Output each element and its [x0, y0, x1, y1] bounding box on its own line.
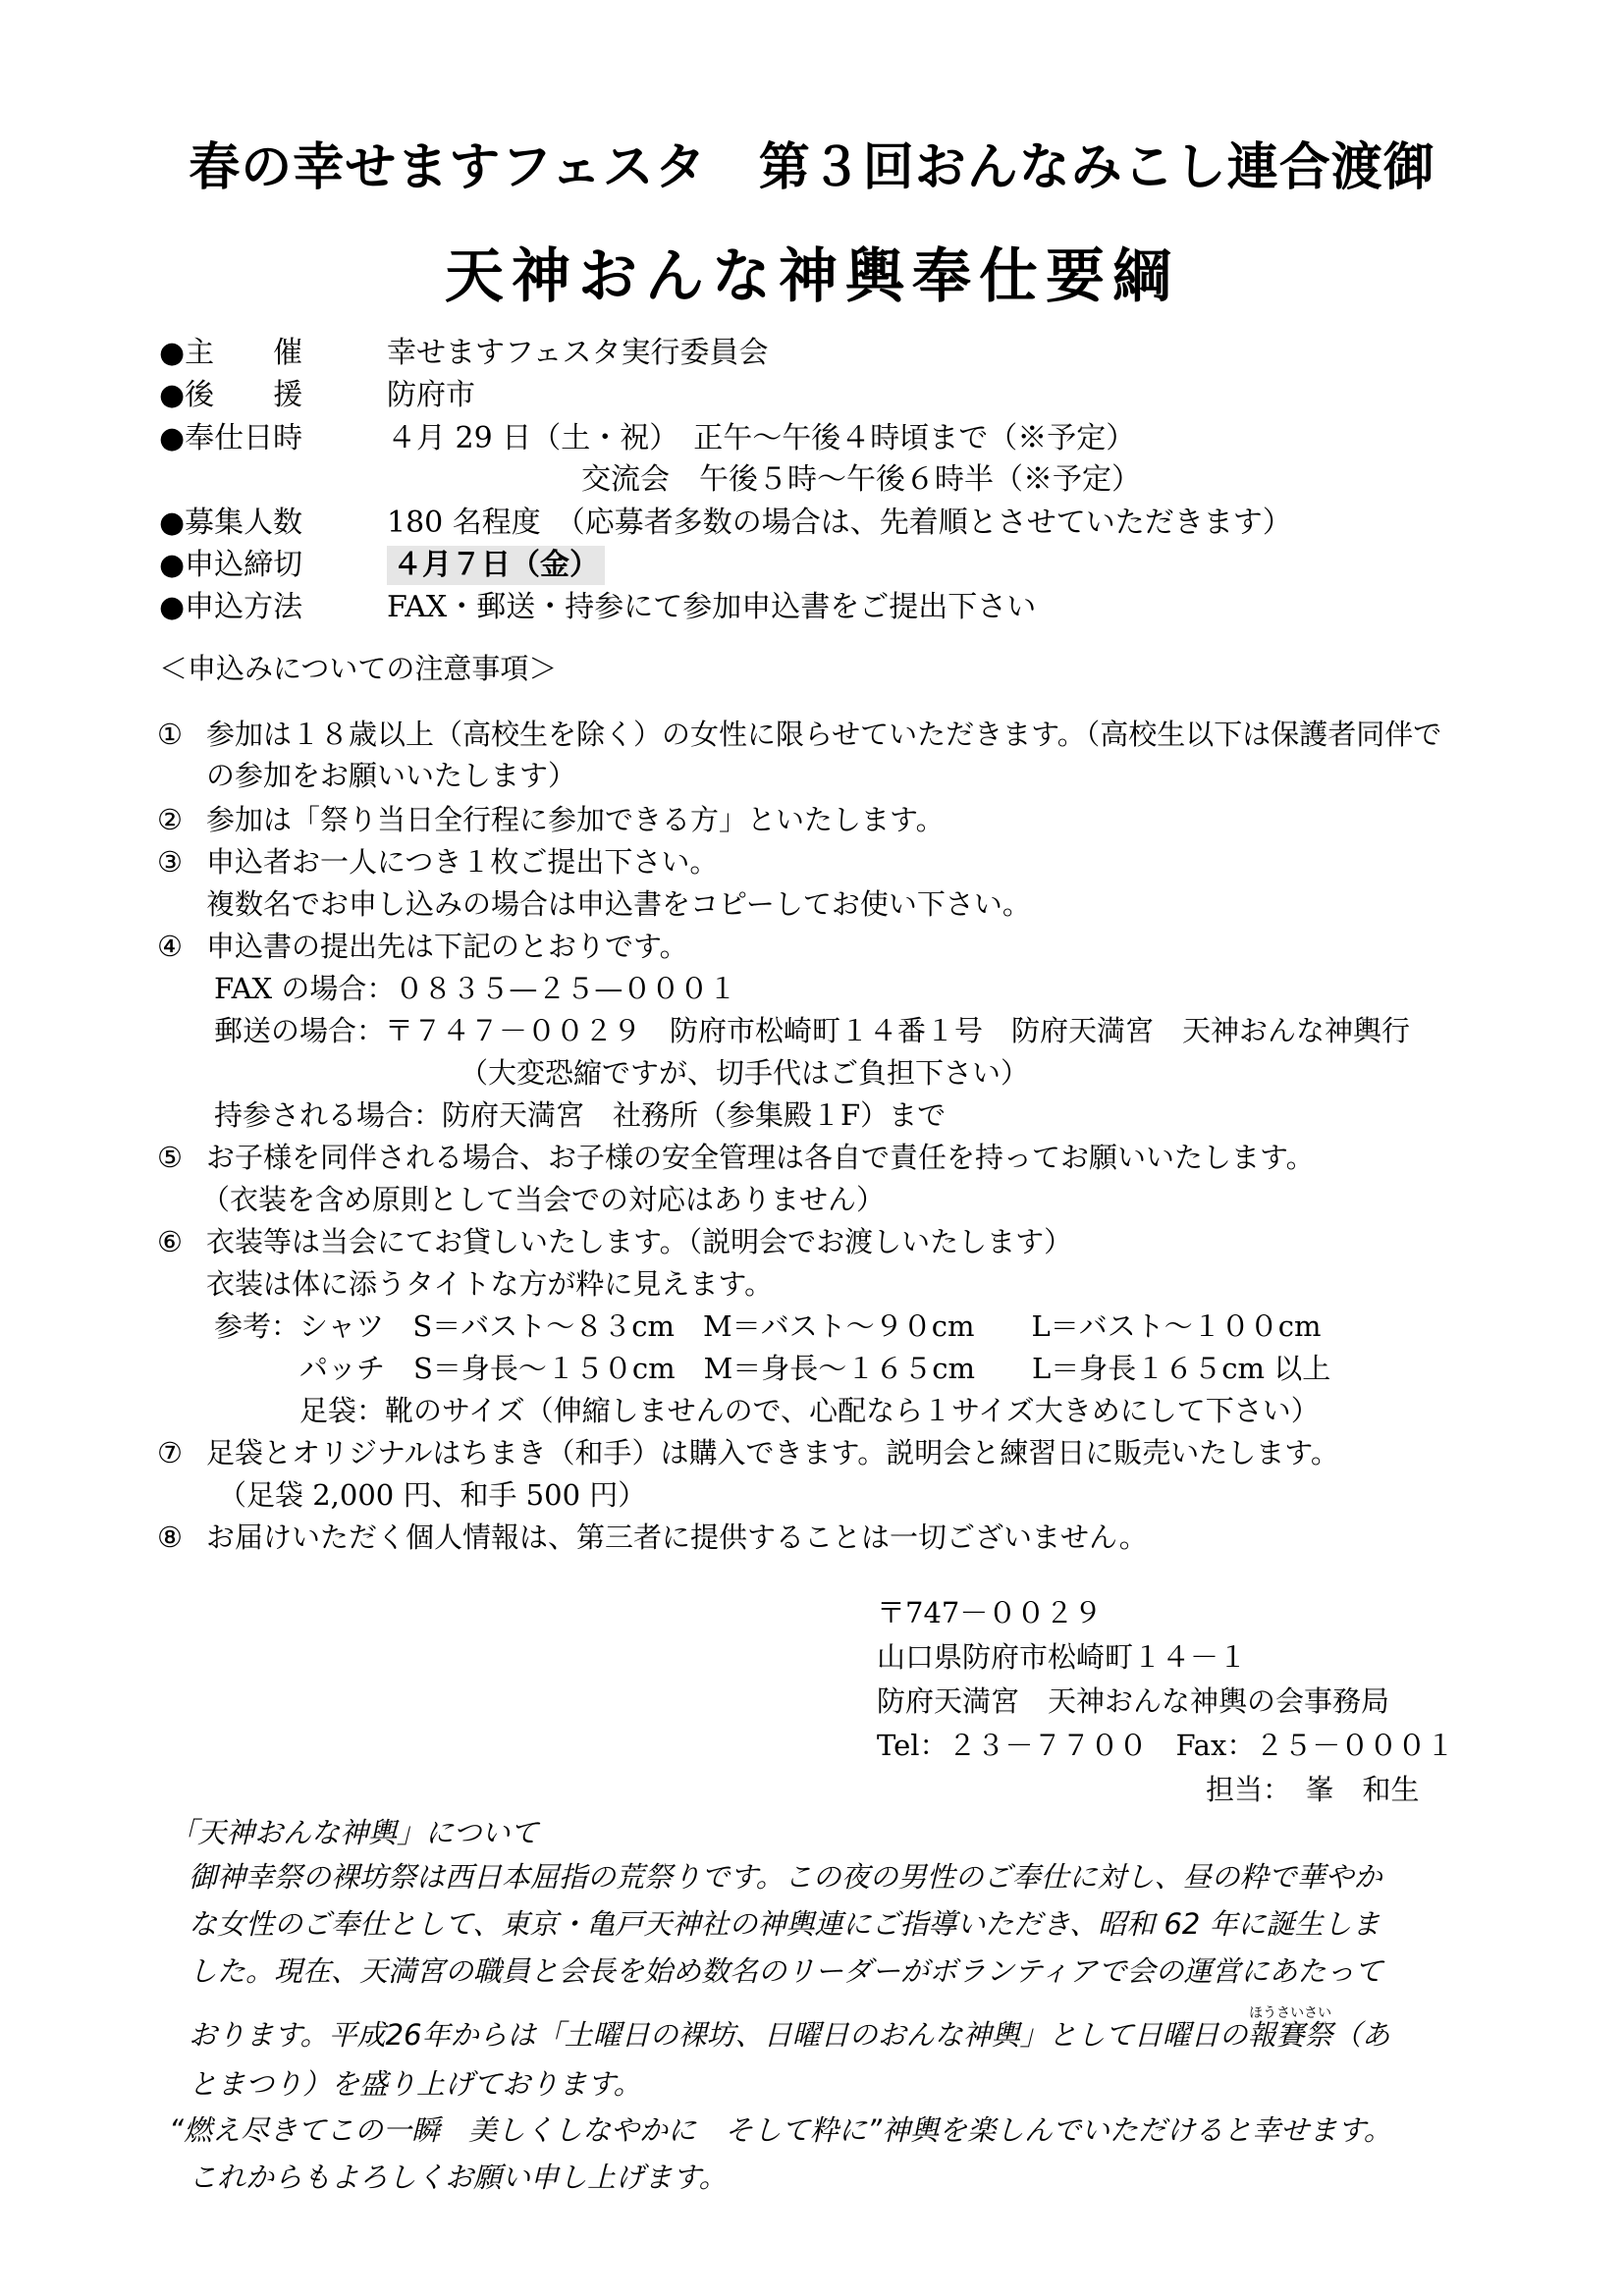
about-text: おります。平成26年からは「土曜日の裸坊、日曜日のおんな神輿」として日曜日の — [189, 2018, 1248, 2052]
about-paragraph — [189, 2005, 1390, 2055]
contact-tel-fax: Tel：２３－７７００ Fax：２５－０００１ — [877, 1729, 1455, 1762]
size-tabi: 足袋：靴のサイズ（伸縮しませんので、心配なら１サイズ大きめにして下さい） — [299, 1394, 1320, 1427]
info-label: ●募集人数 — [159, 506, 303, 540]
note-text: 複数名でお申し込みの場合は申込書をコピーしてお使い下さい。 — [206, 887, 1031, 921]
notes-heading: ＜申込みについての注意事項＞ — [159, 652, 558, 685]
info-label: ●奉仕日時 — [159, 421, 303, 455]
note-number: ③ — [157, 845, 183, 879]
note-text: 衣装等は当会にてお貸しいたします。（説明会でお渡しいたします） — [206, 1225, 1073, 1258]
info-value-secondary: 交流会 午後５時〜午後６時半（※予定） — [581, 462, 1141, 497]
contact-person: 担当： 峯 和生 — [1206, 1773, 1420, 1806]
mail-note: （大変恐縮ですが、切手代はご負担下さい） — [460, 1056, 1030, 1090]
size-shirt: 参考：シャツ S＝バスト〜８３cm M＝バスト〜９０cm L＝バスト〜１００cm — [214, 1309, 1322, 1343]
about-heading: 「天神おんな神輿」について — [169, 1816, 539, 1849]
note-text: 参加は１８歳以上（高校生を除く）の女性に限らせていただきます。（高校生以下は保護者同伴で — [206, 718, 1442, 751]
contact-postal: 〒747－００２９ — [877, 1596, 1103, 1629]
about-paragraph: 御神幸祭の裸坊祭は西日本屈指の荒祭りです。この夜の男性のご奉仕に対し、昼の粋で華やか — [189, 1860, 1382, 1894]
note-number: ⑤ — [157, 1141, 183, 1174]
note-text: 申込書の提出先は下記のとおりです。 — [206, 930, 688, 963]
info-value: FAX・郵送・持参にて参加申込書をご提出下さい — [387, 590, 1037, 624]
note-text: （衣装を含め原則として当会での対応はありません） — [201, 1183, 886, 1216]
note-number: ⑦ — [157, 1436, 183, 1469]
size-pacchi: パッチ S＝身長〜１５０cm M＝身長〜１６５cm L＝身長１６５cm 以上 — [299, 1352, 1331, 1385]
page-title: 春の幸せますフェスタ 第３回おんなみこし連合渡御 — [189, 137, 1435, 197]
contact-address: 山口県防府市松崎町１４－１ — [877, 1640, 1248, 1674]
fax-line: FAX の場合：０８３５—２５—０００１ — [214, 972, 737, 1005]
note-text: 足袋とオリジナルはちまき（和手）は購入できます。説明会と練習日に販売いたします。 — [206, 1436, 1339, 1469]
note-text: 参加は「祭り当日全行程に参加できる方」といたします。 — [206, 803, 945, 836]
bring-line: 持参される場合：防府天満宮 社務所（参集殿１F）まで — [214, 1098, 947, 1132]
ruby-base: 報賽祭 — [1247, 2018, 1333, 2052]
about-paragraph: とまつり）を盛り上げております。 — [189, 2067, 642, 2101]
note-text: （足袋 2,000 円、和手 500 円） — [218, 1478, 647, 1512]
info-value: ４月 29 日（土・祝） 正午〜午後４時頃まで（※予定） — [387, 421, 1136, 455]
note-text: お子様を同伴される場合、お子様の安全管理は各自で責任を持ってお願いいたします。 — [206, 1141, 1315, 1174]
note-text: の参加をお願いいたします） — [206, 759, 577, 792]
note-number: ⑥ — [157, 1225, 183, 1258]
info-label: ●申込方法 — [159, 590, 303, 624]
about-paragraph: した。現在、天満宮の職員と会長を始め数名のリーダーがボランティアで会の運営にあたって — [189, 1954, 1383, 1988]
info-label: ●後 援 — [159, 378, 303, 412]
info-label: ●主 催 — [159, 336, 303, 370]
ruby-word — [1247, 2005, 1333, 2055]
about-text: （あ — [1332, 2018, 1390, 2052]
info-value: 防府市 — [387, 378, 475, 412]
page-subtitle: 天神おんな神輿奉仕要綱 — [445, 242, 1179, 311]
info-value: 180 名程度 （応募者多数の場合は、先着順とさせていただきます） — [387, 506, 1292, 540]
deadline-value: ４月７日（金） — [387, 546, 605, 585]
mail-line: 郵送の場合：〒７４７－００２９ 防府市松崎町１４番１号 防府天満宮 天神おんな神輿行 — [214, 1014, 1411, 1047]
note-text: 衣装は体に添うタイトな方が粋に見えます。 — [206, 1267, 774, 1301]
contact-org: 防府天満宮 天神おんな神輿の会事務局 — [877, 1684, 1390, 1718]
note-text: お届けいただく個人情報は、第三者に提供することは一切ございません。 — [206, 1521, 1148, 1554]
about-paragraph: これからもよろしくお願い申し上げます。 — [189, 2161, 728, 2194]
info-label: ●申込締切 — [159, 548, 303, 582]
info-value: 幸せますフェスタ実行委員会 — [387, 336, 769, 370]
about-paragraph: な女性のご奉仕として、東京・亀戸天神社の神輿連にご指導いただき、昭和 62 年に誕生しま — [189, 1907, 1380, 1941]
note-number: ② — [157, 803, 183, 836]
note-number: ⑧ — [157, 1521, 183, 1554]
about-motto: “燃え尽きてこの一瞬 美しくしなやかに そして粋に”神輿を楽しんでいただけると幸せます。 — [169, 2113, 1392, 2147]
ruby-reading: ほうさいさい — [1249, 2005, 1332, 2021]
note-number: ④ — [157, 930, 183, 963]
note-text: 申込者お一人につき１枚ご提出下さい。 — [206, 845, 719, 879]
note-number: ① — [157, 718, 183, 751]
